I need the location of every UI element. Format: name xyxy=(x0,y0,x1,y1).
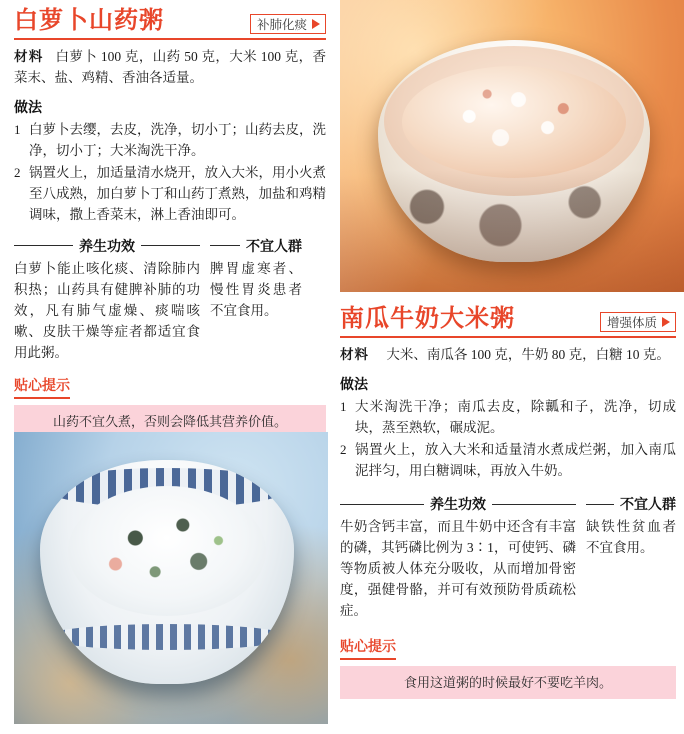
rule-left xyxy=(210,245,240,246)
benefit-label: 养生功效 xyxy=(79,239,135,255)
recipe-block-pumpkin-milk xyxy=(340,306,676,699)
benefit-text: 白萝卜能止咳化痰、清除肺内积热；山药具有健脾补肺的功效，凡有肺气虚燥、痰喘咳嗽、皮肤干燥等症者都适宜食用此粥。 xyxy=(14,260,200,360)
benefit-label: 养生功效 xyxy=(430,498,486,513)
avoid-header xyxy=(586,494,676,514)
step-index: 1 xyxy=(14,122,21,138)
tips-section xyxy=(14,375,326,439)
benefit-section xyxy=(340,494,576,622)
step-index: 2 xyxy=(14,165,21,181)
tips-label: 贴心提示 xyxy=(340,636,396,660)
tips-label: 贴心提示 xyxy=(14,375,70,399)
benefit-avoid-row xyxy=(14,236,326,364)
congee-surface xyxy=(68,486,266,616)
ingredients-section xyxy=(14,47,326,89)
benefit-section xyxy=(14,236,200,364)
rule-left xyxy=(14,245,73,246)
step-index: 1 xyxy=(340,399,347,415)
avoid-text: 缺铁性贫血者不宜食用。 xyxy=(586,519,676,555)
benefit-avoid-row xyxy=(340,494,676,622)
title-divider xyxy=(340,336,676,338)
rule-right xyxy=(141,245,200,246)
benefit-text: 牛奶含钙丰富，而且牛奶中还含有丰富的磷，其钙磷比例为 3∶1，可使钙、磷等物质被人体充分吸收，从而增加骨密度，强健骨骼，并可有效预防骨质疏松症。 xyxy=(340,519,576,618)
avoid-text: 脾胃虚寒者、慢性胃炎患者不宜食用。 xyxy=(210,260,302,318)
tips-text: 食用这道粥的时候最好不要吃羊肉。 xyxy=(340,666,676,700)
recipe-photo-pumpkin-milk xyxy=(14,432,328,724)
badge-label: 增强体质 xyxy=(606,316,657,331)
ingredients-text: 大米、南瓜各 100 克，牛奶 80 克，白糖 10 克。 xyxy=(386,347,670,363)
method-steps xyxy=(14,120,326,226)
benefit-header xyxy=(340,494,576,514)
recipe-block-radish-yam xyxy=(14,8,326,439)
recipe-photo-radish-yam xyxy=(340,0,684,292)
triangle-icon xyxy=(312,19,320,29)
ingredients-label: 材料 xyxy=(14,49,44,65)
method-label: 做法 xyxy=(340,378,368,394)
bowl-illustration xyxy=(378,40,650,262)
step-index: 2 xyxy=(340,442,347,458)
step-text: 锅置火上，加适量清水烧开，放入大米，用小火煮至八成熟，加白萝卜丁和山药丁煮熟，加盐和鸡精调味，撒上香菜末，淋上香油即可。 xyxy=(29,165,326,222)
ingredients-label: 材料 xyxy=(340,347,369,363)
tips-text: 山药不宜久煮，否则会降低其营养价值。 xyxy=(14,405,326,439)
ingredients-text: 白萝卜 100 克，山药 50 克，大米 100 克，香菜末、盐、鸡精、香油各适量。 xyxy=(14,49,327,86)
tips-section xyxy=(340,636,676,700)
avoid-header xyxy=(210,236,302,256)
method-steps xyxy=(340,397,676,482)
title-row xyxy=(340,306,676,332)
page-title: 南瓜牛奶大米粥 xyxy=(340,306,515,332)
avoid-label: 不宜人群 xyxy=(246,239,302,255)
step-text: 大米淘洗干净；南瓜去皮，除瓤和子，洗净，切成块，蒸至熟软，碾成泥。 xyxy=(355,399,676,436)
title-divider xyxy=(14,38,326,40)
congee-surface xyxy=(402,66,626,178)
rule-left xyxy=(586,504,614,505)
list-item xyxy=(14,163,326,226)
list-item xyxy=(14,120,326,162)
benefit-header xyxy=(14,236,200,256)
avoid-section xyxy=(210,236,302,364)
title-row xyxy=(14,8,326,34)
triangle-icon xyxy=(662,317,670,327)
step-text: 锅置火上，放入大米和适量清水煮成烂粥，加入南瓜泥拌匀，用白糖调味，再放入牛奶。 xyxy=(355,442,676,479)
status-badge xyxy=(250,14,326,34)
step-text: 白萝卜去缨，去皮，洗净，切小丁；山药去皮，洗净，切小丁；大米淘洗干净。 xyxy=(29,122,326,159)
rule-right xyxy=(492,504,576,505)
method-label: 做法 xyxy=(14,101,42,117)
status-badge xyxy=(600,312,676,332)
rule-left xyxy=(340,504,424,505)
bowl-lower-pattern xyxy=(44,624,290,650)
avoid-label: 不宜人群 xyxy=(620,498,676,513)
page-title: 白萝卜山药粥 xyxy=(14,8,164,34)
list-item xyxy=(340,397,676,439)
list-item xyxy=(340,440,676,482)
bowl-pattern xyxy=(378,170,650,262)
avoid-section xyxy=(586,494,676,622)
badge-label: 补肺化痰 xyxy=(256,18,307,33)
ingredients-section xyxy=(340,345,676,366)
